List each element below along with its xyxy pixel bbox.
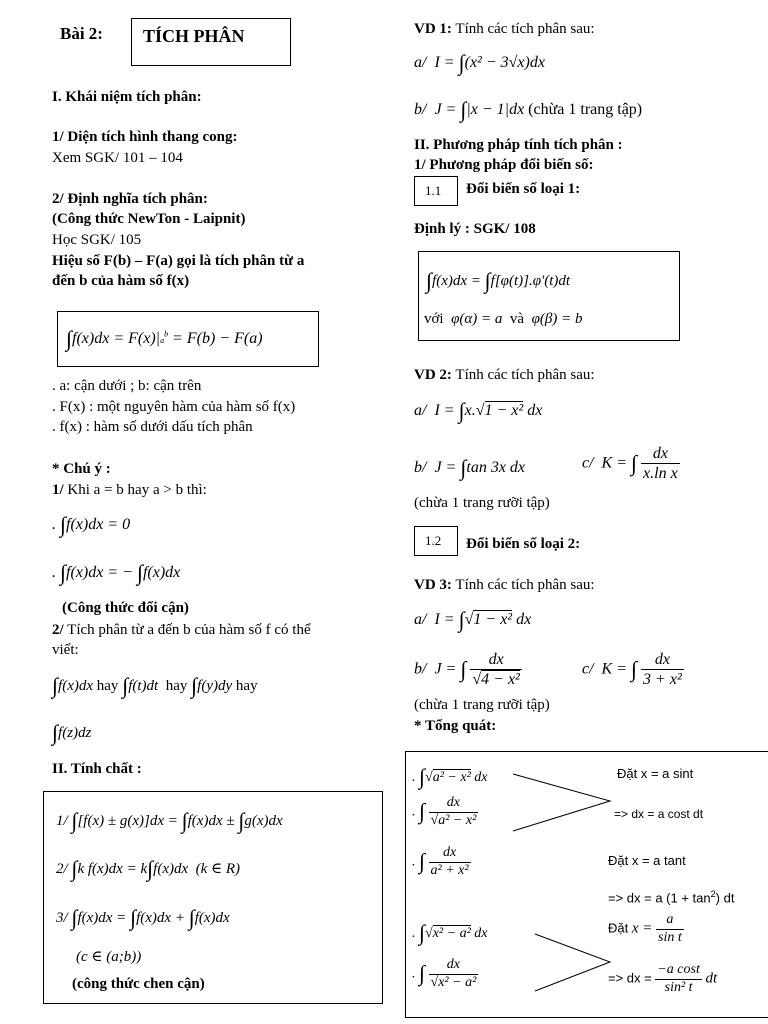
s1-2-def-line1: Hiệu số F(b) – F(a) gọi là tích phân từ a — [52, 253, 305, 269]
page-title: TÍCH PHÂN — [143, 26, 245, 46]
form-sqrt-x2-a2: . ∫√x² − a² dx — [412, 920, 488, 945]
vd1-label: VD 1: — [414, 21, 452, 37]
vd2-c: c/ K = ∫ $\frac{dx}{\text{x.ln x}}$ — [582, 445, 678, 483]
lesson-number: Bài 2: — [60, 24, 103, 43]
vd3-label: VD 3: — [414, 577, 452, 593]
note-integrand: . f(x) : hàm số dưới dấu tích phân — [52, 419, 253, 435]
vd1-b: b/ J = ∫|x − 1|dx (chừa 1 trang tập) — [414, 97, 643, 122]
dx-frac-label: => dx = — [608, 970, 652, 986]
s1-1-ref: Xem SGK/ 101 – 104 — [52, 150, 183, 166]
s1-2-def-line2: đến b của hàm số f(x) — [52, 273, 190, 289]
form-1-over-sqrt-a2-x2: . ∫ $\frac{dx}{\text{√a² − x²}}$ — [412, 795, 477, 828]
loai2-heading: Đổi biến số loại 2: — [466, 536, 581, 552]
vd2-heading — [414, 366, 595, 384]
s1-1-title: 1/ Diện tích hình thang cong: — [52, 129, 238, 145]
box-1-2-label: 1.2 — [425, 533, 442, 548]
loai1-heading: Đổi biến số loại 1: — [466, 181, 581, 197]
chu-y-2-num: 2/ — [52, 622, 64, 638]
equal-limits-formula: . ∫f(x)dx = 0 — [52, 512, 131, 537]
property-1: 1/ ∫[f(x) ± g(x)]dx = ∫f(x)dx ± ∫g(x)dx — [56, 808, 283, 833]
chu-y-2-line1 — [52, 621, 311, 639]
hay-2: hay — [165, 678, 188, 694]
vd3-text: Tính các tích phân sau: — [451, 577, 595, 593]
vd3-c: c/ K = ∫ $\frac{dx}{\text{3 + x²}}$ — [582, 651, 682, 689]
vd3-b: b/ J = ∫ $\frac{dx}{\text{√4 − x²}}$ — [414, 651, 520, 689]
chen-can-label: (công thức chen cận) — [72, 976, 205, 992]
dat-sin: Đặt x = a sint — [617, 766, 694, 781]
form-sqrt-a2-x2: . ∫√a² − x² dx — [412, 764, 488, 789]
vd3-a: a/ I = ∫√1 − x² dx — [414, 607, 532, 632]
property-3: 3/ ∫f(x)dx = ∫f(x)dx + ∫f(x)dx — [56, 905, 230, 930]
chu-y-2-line2: viết: — [52, 642, 79, 658]
chu-y-1 — [52, 481, 207, 499]
theorem-condition: với φ(α) = a và φ(β) = b — [424, 311, 583, 327]
vd1-heading — [414, 20, 595, 38]
va-label: và — [509, 311, 525, 327]
property-2: 2/ ∫k f(x)dx = k∫f(x)dx (k ∈ R) — [56, 856, 241, 881]
pp1-heading: 1/ Phương pháp đổi biến số: — [414, 157, 594, 173]
variable-notation-z: ∫f(z)dz — [52, 720, 92, 745]
vd2-label: VD 2: — [414, 367, 452, 383]
dx-cos: => dx = a cost dt — [614, 807, 704, 821]
vd1-a: a/ I = ∫(x² − 3√x)dx — [414, 50, 545, 75]
chu-y-1-text: Khi a = b hay a > b thì: — [63, 482, 207, 498]
dinh-ly: Định lý : SGK/ 108 — [414, 221, 536, 237]
tong-quat-heading: * Tổng quát: — [414, 718, 497, 734]
chu-y-2-text: Tích phân từ a đến b của hàm số f có thể — [63, 622, 311, 638]
vd2-a: a/ I = ∫x.√1 − x² dx — [414, 398, 543, 423]
dx-tan-text: => dx = a (1 + tan — [608, 890, 711, 906]
chu-y-1-num: 1/ — [52, 482, 64, 498]
s1-2-ref: Học SGK/ 105 — [52, 232, 142, 248]
form-1-over-sqrt-x2-a2: . ∫ $\frac{dx}{\text{√x² − a²}}$ — [412, 957, 477, 990]
dx-tan-end: ) dt — [715, 890, 735, 906]
doi-can-label: (Công thức đổi cận) — [62, 600, 189, 616]
voi-label: với — [424, 311, 444, 327]
s1-2-title: 2/ Định nghĩa tích phân: — [52, 191, 208, 207]
dx-frac: => dx = $\frac{\text{−a cost}}{\text{sin² t}}$ dt — [608, 962, 718, 995]
swap-limits-formula: . ∫f(x)dx = − ∫f(x)dx — [52, 560, 181, 585]
note-limits: . a: cận dưới ; b: cận trên — [52, 378, 202, 394]
box-1-1-label: 1.1 — [425, 183, 442, 198]
section1-heading: I. Khái niệm tích phân: — [52, 89, 202, 105]
vd2-note: (chừa 1 trang rưỡi tập) — [414, 495, 550, 511]
property-3-condition: (c ∈ (a;b)) — [76, 949, 142, 965]
arrow-sin-cos — [513, 774, 610, 831]
hay-1: hay — [96, 678, 119, 694]
dat-frac-label: Đặt — [608, 920, 629, 936]
theorem-formula: ∫f(x)dx = ∫f[φ(t)].φ'(t)dt — [426, 268, 571, 293]
form-1-over-a2-plus-x2: . ∫ $\frac{dx}{\text{a² + x²}}$ — [412, 845, 469, 878]
vd1-b-note: (chừa 1 trang tập) — [528, 101, 643, 118]
vd1-text: Tính các tích phân sau: — [451, 21, 595, 37]
dat-frac: Đặt x = $\frac{a}{\text{sin t}}$ — [608, 912, 682, 945]
newton-leibniz-formula: $\int f(x)dx = F(x)|a^b = F(b) - F(a)$ — [66, 326, 263, 351]
dx-tan: => dx = a $(1 + \tan^2)$ dt — [608, 889, 735, 906]
section2-heading: II. Tính chất : — [52, 761, 142, 777]
hay-3: hay — [235, 678, 258, 694]
vd3-heading — [414, 576, 595, 594]
vd2-text: Tính các tích phân sau: — [451, 367, 595, 383]
variable-notation-formula: ∫f(x)dx hay ∫f(t)dt hay ∫f(y)dy hay — [52, 673, 258, 698]
chu-y-heading: * Chú ý : — [52, 461, 111, 477]
vd2-b: b/ J = ∫tan 3x dx — [414, 455, 526, 480]
dat-tan: Đặt x = a tant — [608, 853, 686, 868]
arrow-frac — [535, 934, 610, 991]
section-phuong-phap: II. Phương pháp tính tích phân : — [414, 137, 623, 153]
note-antiderivative: . F(x) : một nguyên hàm của hàm số f(x) — [52, 399, 296, 415]
s1-2-sub: (Công thức NewTon - Laipnit) — [52, 211, 246, 227]
vd3-note: (chừa 1 trang rưỡi tập) — [414, 697, 550, 713]
